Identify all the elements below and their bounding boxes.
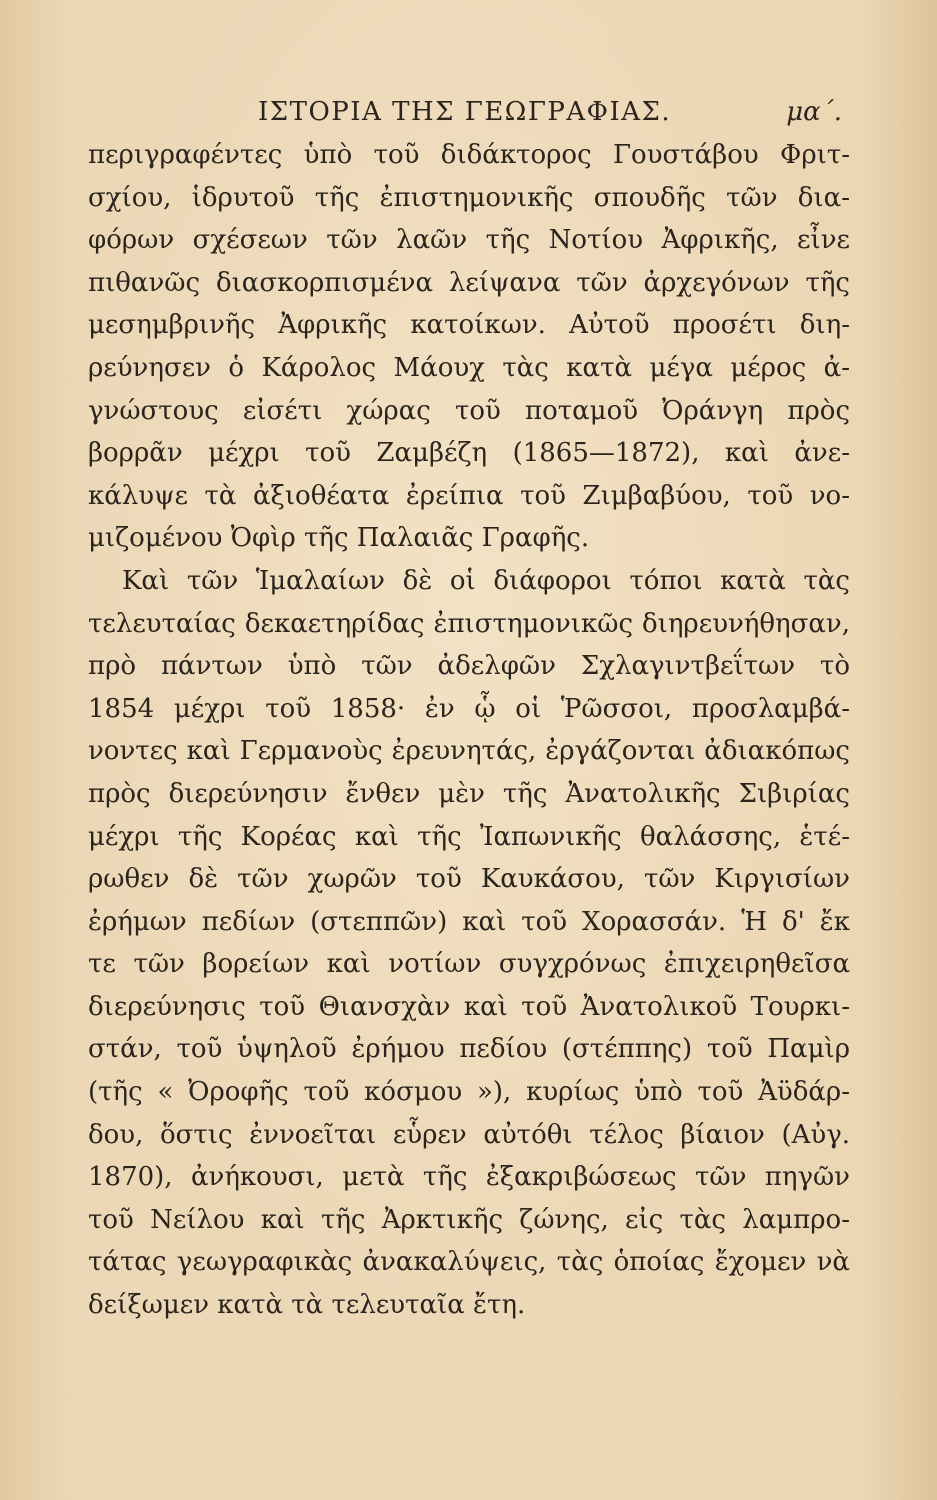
text-line: μέχρι τῆς Κορέας καὶ τῆς Ἰαπωνικῆς θαλάσσης, ἑτέ- xyxy=(88,821,850,852)
text-line: βορρᾶν μέχρι τοῦ Ζαμβέζη (1865—1872), καὶ ἀνε- xyxy=(88,438,850,469)
page-number: μα΄. xyxy=(786,97,842,127)
text-line: νοντες καὶ Γερμανοὺς ἐρευνητάς, ἐργάζονται ἀδιακόπως xyxy=(88,736,850,767)
text-line: διερεύνησις τοῦ Θιανσχὰν καὶ τοῦ Ἀνατολικοῦ Τουρκι- xyxy=(88,991,850,1022)
text-line: τε τῶν βορείων καὶ νοτίων συγχρόνως ἐπιχειρηθεῖσα xyxy=(88,949,850,980)
text-line: πρὸ πάντων ὑπὸ τῶν ἀδελφῶν Σχλαγιντβεΐτων τὸ xyxy=(88,651,850,682)
paragraph-end-line: μιζομένου Ὀφὶρ τῆς Παλαιᾶς Γραφῆς. xyxy=(88,523,590,554)
text-line: τελευταίας δεκαετηρίδας ἐπιστημονικῶς διηρευνήθησαν, xyxy=(88,608,850,639)
text-line: μεσημβρινῆς Ἀφρικῆς κατοίκων. Αὐτοῦ προσέτι διη- xyxy=(88,310,850,341)
text-line: δου, ὅστις ἐννοεῖται εὗρεν αὐτόθι τέλος βίαιον (Αὐγ. xyxy=(88,1119,850,1150)
text-line: πιθανῶς διασκορπισμένα λείψανα τῶν ἀρχεγόνων τῆς xyxy=(88,267,850,298)
text-line: ρωθεν δὲ τῶν χωρῶν τοῦ Καυκάσου, τῶν Κιργισίων xyxy=(88,864,850,895)
text-line: σχίου, ἱδρυτοῦ τῆς ἐπιστημονικῆς σπουδῆς τῶν δια- xyxy=(88,182,850,213)
paragraph-start-line: Καὶ τῶν Ἱμαλαίων δὲ οἱ διάφοροι τόποι κατὰ τὰς xyxy=(122,565,850,596)
running-title: ΙΣΤΟΡΙΑ ΤΗΣ ΓΕΩΓΡΑΦΙΑΣ. xyxy=(258,97,672,127)
text-line: τάτας γεωγραφικὰς ἀνακαλύψεις, τὰς ὁποίας ἔχομεν νὰ xyxy=(88,1247,850,1278)
text-line: (τῆς « Ὀροφῆς τοῦ κόσμου »), κυρίως ὑπὸ τοῦ Ἀϋδάρ- xyxy=(88,1077,850,1108)
text-line: περιγραφέντες ὑπὸ τοῦ διδάκτορος Γουστάβου Φριτ- xyxy=(88,140,850,170)
text-line: κάλυψε τὰ ἀξιοθέατα ἐρείπια τοῦ Ζιμβαβύου, τοῦ νο- xyxy=(88,480,850,511)
text-line: ἐρήμων πεδίων (στεππῶν) καὶ τοῦ Χορασσάν. Ἡ δ' ἔκ xyxy=(88,906,850,937)
text-line: ρεύνησεν ὁ Κάρολος Μάουχ τὰς κατὰ μέγα μέρος ἀ- xyxy=(88,352,850,383)
text-line: γνώστους εἰσέτι χώρας τοῦ ποταμοῦ Ὀράνγη πρὸς xyxy=(88,395,850,426)
paragraph-end-line: δείξωμεν κατὰ τὰ τελευταῖα ἔτη. xyxy=(88,1290,526,1321)
text-line: 1854 μέχρι τοῦ 1858· ἐν ᾧ οἱ Ῥῶσσοι, προσλαμβά- xyxy=(88,693,850,724)
body-text xyxy=(88,134,850,1327)
text-line: στάν, τοῦ ὑψηλοῦ ἐρήμου πεδίου (στέππης) τοῦ Παμὶρ xyxy=(88,1034,850,1065)
text-line: 1870), ἀνήκουσι, μετὰ τῆς ἐξακριβώσεως τῶν πηγῶν xyxy=(88,1162,850,1193)
text-line: πρὸς διερεύνησιν ἔνθεν μὲν τῆς Ἀνατολικῆς Σιβιρίας xyxy=(88,778,850,809)
text-line: φόρων σχέσεων τῶν λαῶν τῆς Νοτίου Ἀφρικῆς, εἶνε xyxy=(88,225,850,256)
page-header xyxy=(88,92,848,132)
text-line: τοῦ Νείλου καὶ τῆς Ἀρκτικῆς ζώνης, εἰς τὰς λαμπρο- xyxy=(88,1204,850,1235)
